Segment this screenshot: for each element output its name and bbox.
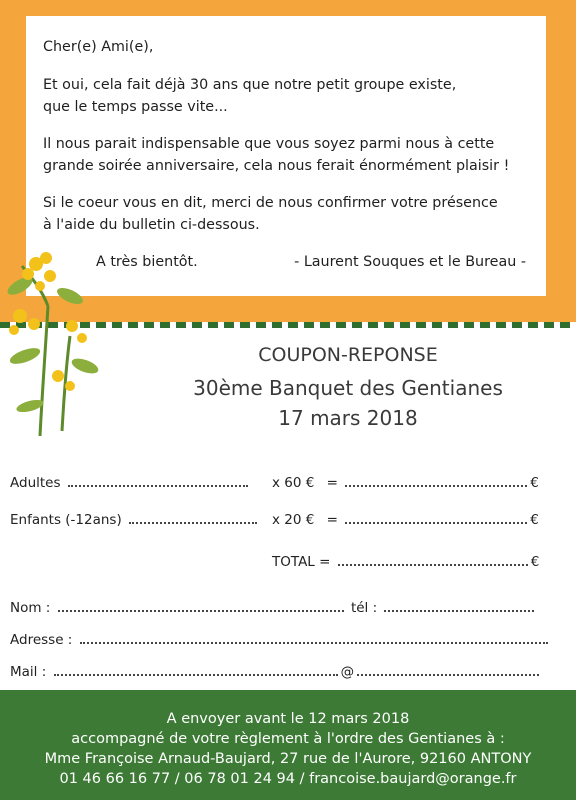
letter-text: à l'aide du bulletin ci-dessous.	[43, 217, 260, 233]
adults-row	[10, 471, 251, 491]
coupon-date: 17 mars 2018	[278, 406, 418, 430]
mail-label: Mail :	[10, 664, 47, 680]
letter-paragraph-3	[43, 192, 532, 236]
address-row	[10, 628, 551, 648]
footer-contact: 01 46 66 16 77 / 06 78 01 24 94 / francoise.baujard@orange.fr	[59, 771, 517, 787]
adults-price-row	[272, 471, 539, 491]
mail-domain-field[interactable]	[357, 660, 539, 676]
phone-label: tél :	[350, 600, 378, 616]
adults-amount-field[interactable]	[345, 471, 527, 487]
letter-text: Il nous parait indispensable que vous soyez parmi nous à cette	[43, 136, 495, 152]
letter-text: Et oui, cela fait déjà 30 ans que notre petit groupe existe,	[43, 77, 457, 93]
name-field[interactable]	[58, 596, 344, 612]
address-field[interactable]	[80, 628, 548, 644]
currency-sign: €	[530, 475, 539, 491]
letter-text: que le temps passe vite...	[43, 99, 228, 115]
green-footer-panel	[0, 690, 576, 800]
equals-sign: =	[326, 512, 338, 528]
coupon-event: 30ème Banquet des Gentianes	[193, 376, 503, 400]
gentian-flower-icon	[0, 246, 110, 436]
at-sign: @	[340, 664, 355, 680]
letter-greeting: Cher(e) Ami(e),	[43, 39, 154, 55]
letter-signoff	[43, 251, 532, 273]
name-row	[10, 596, 537, 616]
footer-address: Mme Françoise Arnaud-Baujard, 27 rue de l'Aurore, 92160 ANTONY	[44, 751, 532, 767]
total-row	[272, 550, 539, 570]
children-price: x 20 €	[272, 512, 315, 528]
adults-price: x 60 €	[272, 475, 315, 491]
letter-paragraph-1	[43, 74, 532, 118]
phone-field[interactable]	[384, 596, 534, 612]
currency-sign: €	[530, 512, 539, 528]
total-label: TOTAL =	[272, 554, 331, 570]
equals-sign: =	[326, 475, 338, 491]
children-count-field[interactable]	[129, 508, 257, 524]
mail-field[interactable]	[54, 660, 338, 676]
coupon-title: COUPON-REPONSE	[258, 344, 438, 366]
letter-text: grande soirée anniversaire, cela nous ferait énormément plaisir !	[43, 158, 510, 174]
letter-paragraph-2	[43, 133, 532, 177]
mail-row	[10, 660, 542, 680]
children-price-row	[272, 508, 539, 528]
children-label: Enfants (-12ans)	[10, 512, 122, 528]
letter-text: Si le coeur vous en dit, merci de nous confirmer votre présence	[43, 195, 498, 211]
adults-count-field[interactable]	[68, 471, 248, 487]
total-amount-field[interactable]	[338, 550, 528, 566]
children-row	[10, 508, 260, 528]
name-label: Nom :	[10, 600, 51, 616]
footer-deadline: A envoyer avant le 12 mars 2018	[166, 711, 410, 727]
adults-label: Adultes	[10, 475, 61, 491]
footer-instructions: accompagné de votre règlement à l'ordre des Gentianes à :	[71, 731, 505, 747]
children-amount-field[interactable]	[345, 508, 527, 524]
currency-sign: €	[530, 554, 540, 570]
address-label: Adresse :	[10, 632, 73, 648]
letter-closing: A très bientôt.	[96, 254, 198, 270]
letter-signature: - Laurent Souques et le Bureau -	[294, 254, 526, 270]
